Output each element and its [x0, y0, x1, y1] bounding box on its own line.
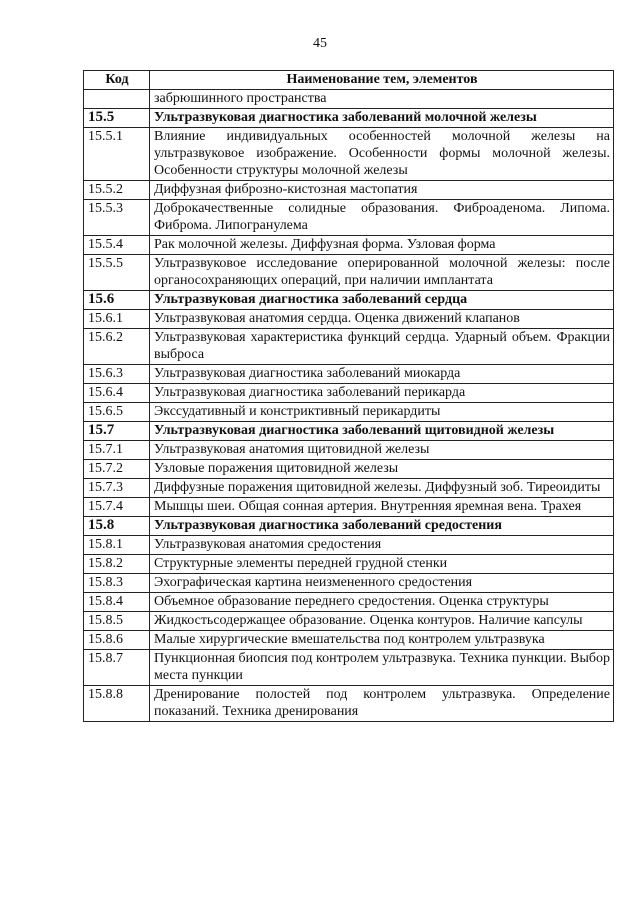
row-code: 15.5.1	[84, 128, 150, 181]
curriculum-table	[83, 70, 614, 722]
row-name: Доброкачественные солидные образования. Фиброаденома. Липома. Фиброма. Липогранулема	[150, 200, 614, 236]
table-row	[84, 555, 614, 574]
table-row	[84, 441, 614, 460]
table-row	[84, 236, 614, 255]
table-row	[84, 365, 614, 384]
row-code: 15.5.2	[84, 181, 150, 200]
row-code: 15.5	[84, 109, 150, 128]
row-name: Влияние индивидуальных особенностей молочной железы на ультразвуковое изображение. Особенности формы молочной железы. Особенности структуры молочной железы	[150, 128, 614, 181]
row-name: Ультразвуковое исследование оперированной молочной железы: после органосохраняющих операций, при наличии имплантата	[150, 255, 614, 291]
row-code: 15.6.2	[84, 329, 150, 365]
row-code: 15.8.7	[84, 650, 150, 686]
section-row	[84, 422, 614, 441]
row-code: 15.8.8	[84, 686, 150, 722]
table-row	[84, 384, 614, 403]
row-name: забрюшинного пространства	[150, 90, 614, 109]
table-row	[84, 90, 614, 109]
row-name: Диффузные поражения щитовидной железы. Диффузный зоб. Тиреоидиты	[150, 479, 614, 498]
table-row	[84, 310, 614, 329]
table-row	[84, 255, 614, 291]
table-row	[84, 329, 614, 365]
row-name: Ультразвуковая диагностика заболеваний сердца	[150, 291, 614, 310]
row-code: 15.7	[84, 422, 150, 441]
row-code: 15.6.1	[84, 310, 150, 329]
curriculum-table-container	[83, 70, 613, 722]
table-row	[84, 128, 614, 181]
table-row	[84, 460, 614, 479]
row-code: 15.8.5	[84, 612, 150, 631]
row-name: Узловые поражения щитовидной железы	[150, 460, 614, 479]
row-name: Ультразвуковая характеристика функций сердца. Ударный объем. Фракции выброса	[150, 329, 614, 365]
row-name: Структурные элементы передней грудной стенки	[150, 555, 614, 574]
table-header-row	[84, 71, 614, 90]
table-row	[84, 479, 614, 498]
table-row	[84, 498, 614, 517]
section-row	[84, 291, 614, 310]
row-name: Ультразвуковая диагностика заболеваний миокарда	[150, 365, 614, 384]
row-code: 15.8.2	[84, 555, 150, 574]
section-row	[84, 517, 614, 536]
table-row	[84, 650, 614, 686]
row-name: Малые хирургические вмешательства под контролем ультразвука	[150, 631, 614, 650]
row-name: Мышцы шеи. Общая сонная артерия. Внутренняя яремная вена. Трахея	[150, 498, 614, 517]
table-body	[84, 90, 614, 722]
row-name: Ультразвуковая диагностика заболеваний перикарда	[150, 384, 614, 403]
row-name: Ультразвуковая диагностика заболеваний средостения	[150, 517, 614, 536]
row-name: Жидкостьсодержащее образование. Оценка контуров. Наличие капсулы	[150, 612, 614, 631]
table-row	[84, 181, 614, 200]
row-code: 15.6.4	[84, 384, 150, 403]
section-row	[84, 109, 614, 128]
row-code	[84, 90, 150, 109]
row-name: Объемное образование переднего средостения. Оценка структуры	[150, 593, 614, 612]
table-row	[84, 593, 614, 612]
header-name: Наименование тем, элементов	[150, 71, 614, 90]
row-code: 15.5.5	[84, 255, 150, 291]
row-code: 15.8.6	[84, 631, 150, 650]
row-name: Ультразвуковая анатомия сердца. Оценка движений клапанов	[150, 310, 614, 329]
row-code: 15.7.4	[84, 498, 150, 517]
table-row	[84, 403, 614, 422]
row-code: 15.6.3	[84, 365, 150, 384]
row-code: 15.5.3	[84, 200, 150, 236]
row-name: Пункционная биопсия под контролем ультразвука. Техника пункции. Выбор места пункции	[150, 650, 614, 686]
row-code: 15.6	[84, 291, 150, 310]
row-name: Ультразвуковая анатомия щитовидной железы	[150, 441, 614, 460]
row-name: Ультразвуковая анатомия средостения	[150, 536, 614, 555]
row-code: 15.8.4	[84, 593, 150, 612]
table-row	[84, 536, 614, 555]
table-row	[84, 574, 614, 593]
row-code: 15.7.3	[84, 479, 150, 498]
row-code: 15.5.4	[84, 236, 150, 255]
page-number: 45	[313, 36, 327, 51]
row-code: 15.8.3	[84, 574, 150, 593]
row-name: Диффузная фиброзно-кистозная мастопатия	[150, 181, 614, 200]
table-row	[84, 200, 614, 236]
row-name: Рак молочной железы. Диффузная форма. Узловая форма	[150, 236, 614, 255]
table-row	[84, 631, 614, 650]
row-code: 15.7.2	[84, 460, 150, 479]
row-name: Дренирование полостей под контролем ультразвука. Определение показаний. Техника дренирования	[150, 686, 614, 722]
row-name: Экссудативный и констриктивный перикардиты	[150, 403, 614, 422]
row-code: 15.8.1	[84, 536, 150, 555]
row-name: Ультразвуковая диагностика заболеваний щитовидной железы	[150, 422, 614, 441]
row-code: 15.8	[84, 517, 150, 536]
header-code: Код	[84, 71, 150, 90]
row-name: Ультразвуковая диагностика заболеваний молочной железы	[150, 109, 614, 128]
table-row	[84, 686, 614, 722]
row-name: Эхографическая картина неизмененного средостения	[150, 574, 614, 593]
table-row	[84, 612, 614, 631]
row-code: 15.6.5	[84, 403, 150, 422]
row-code: 15.7.1	[84, 441, 150, 460]
